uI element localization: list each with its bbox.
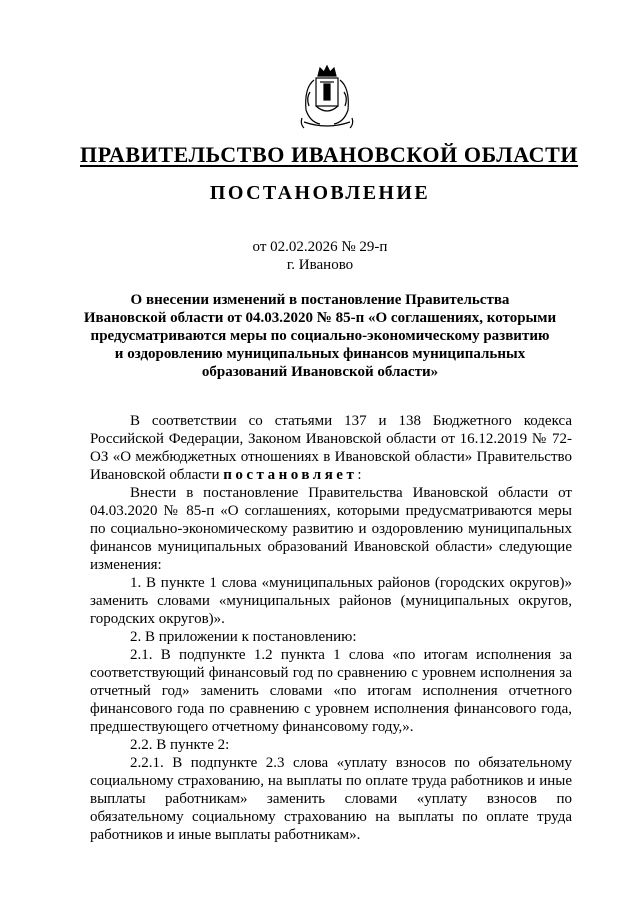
decree-heading <box>80 291 560 381</box>
document-type: ПОСТАНОВЛЕНИЕ <box>209 182 431 204</box>
heading-line: и оздоровлению муниципальных финансов муниципальных <box>114 346 526 362</box>
item-2-2-paragraph: 2.2. В пункте 2: <box>130 737 230 753</box>
city: г. Иваново <box>286 257 354 273</box>
government-title: ПРАВИТЕЛЬСТВО ИВАНОВСКОЙ ОБЛАСТИ <box>80 142 579 167</box>
item-2-1-paragraph: 2.1. В подпункте 1.2 пункта 1 слова «по итогам исполнения за соответствующий финансовый год по сравнению с уровнем исполнения за отчетный год» заменить словами «по итогам исполнения отчетного финансового года по сравнению с уровнем исполнения финансового года, предшествующего отчетному финансовому году,». <box>90 647 572 735</box>
preamble-text: В соответствии со статьями 137 и 138 Бюджетного кодекса Российской Федерации, Законом Ивановской области от 16.12.2019 № 72-ОЗ «О межбюджетных отношениях в Ивановской области» Правительство Ивановской области <box>90 413 572 483</box>
coat-of-arms-emblem <box>296 62 358 132</box>
resolves-word: постановляет <box>223 467 358 483</box>
heading-line: предусматриваются меры по социально-экономическому развитию <box>90 328 550 344</box>
preamble-paragraph <box>90 412 572 484</box>
preamble-end: : <box>357 467 362 483</box>
heading-line: образований Ивановской области» <box>201 364 439 380</box>
item-2-paragraph: 2. В приложении к постановлению: <box>130 629 357 645</box>
item-1-paragraph: 1. В пункте 1 слова «муниципальных районов (городских округов)» заменить словами «муниципальных районов (муниципальных округов, городских округов)». <box>90 575 572 627</box>
date-number: от 02.02.2026 № 29-п <box>252 239 388 255</box>
decree-body <box>90 412 572 844</box>
heading-line: О внесении изменений в постановление Правительства <box>130 292 510 308</box>
item-2-2-1-paragraph: 2.2.1. В подпункте 2.3 слова «уплату взносов по обязательному социальному страхованию, на выплаты по оплате труда работников и иные выплаты работникам» заменить словами «уплату взносов по обязательному социальному страхованию на выплаты по оплате труда работников и иные выплаты работникам». <box>90 755 572 843</box>
date-and-place <box>100 238 540 274</box>
intro-paragraph: Внести в постановление Правительства Ивановской области от 04.03.2020 № 85-п «О соглашениях, которыми предусматриваются меры по социально-экономическому развитию и оздоровлению муниципальных финансов муниципальных образований Ивановской области» следующие изменения: <box>90 485 572 573</box>
heading-line: Ивановской области от 04.03.2020 № 85-п «О соглашениях, которыми <box>83 310 557 326</box>
